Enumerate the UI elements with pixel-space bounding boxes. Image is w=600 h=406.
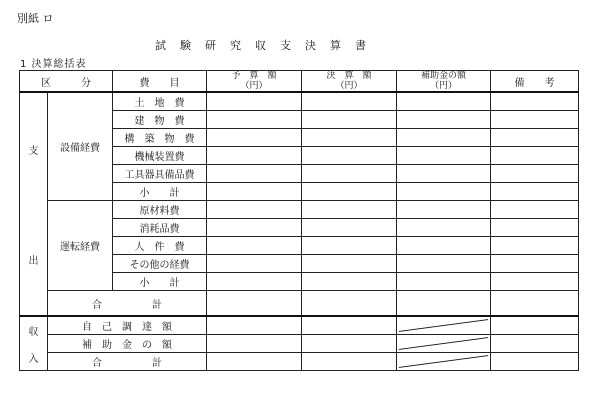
item-cell: 構 築 物 費 [113, 129, 207, 147]
subsidy-cell[interactable] [397, 291, 491, 317]
subsidy-cell[interactable] [397, 201, 491, 219]
settled-cell[interactable] [302, 219, 397, 237]
settled-cell[interactable] [302, 335, 397, 353]
item-cell: その他の経費 [113, 255, 207, 273]
remarks-cell[interactable] [491, 291, 579, 317]
revenue-item-label: 補 助 金 の 額 [48, 335, 207, 353]
settled-cell[interactable] [302, 255, 397, 273]
budget-cell[interactable] [207, 237, 302, 255]
budget-cell[interactable] [207, 353, 302, 371]
subsidy-cell[interactable] [397, 219, 491, 237]
budget-cell[interactable] [207, 291, 302, 317]
settlement-summary-table [19, 70, 579, 371]
subsidy-cell[interactable] [397, 273, 491, 291]
remarks-cell[interactable] [491, 111, 579, 129]
item-cell: 機械装置費 [113, 147, 207, 165]
table-row [20, 335, 579, 353]
subsidy-cell[interactable] [397, 111, 491, 129]
header-subsidy-unit: （円） [429, 81, 457, 91]
remarks-cell[interactable] [491, 255, 579, 273]
header-budget-unit: （円） [240, 81, 268, 91]
expenditure-total-label: 合 計 [48, 291, 207, 317]
section-heading: 1 決算総括表 [20, 59, 87, 70]
settled-cell[interactable] [302, 291, 397, 317]
item-cell: 人 件 費 [113, 237, 207, 255]
header-subsidy-label: 補助金の額 [420, 71, 466, 81]
header-subsidy [397, 71, 491, 93]
subsidy-cell[interactable] [397, 147, 491, 165]
settled-cell[interactable] [302, 237, 397, 255]
remarks-cell[interactable] [491, 183, 579, 201]
header-budget [207, 71, 302, 93]
settled-cell[interactable] [302, 92, 397, 111]
expenditure-label [20, 92, 48, 316]
remarks-cell[interactable] [491, 92, 579, 111]
remarks-cell[interactable] [491, 335, 579, 353]
budget-cell[interactable] [207, 165, 302, 183]
equipment-group-label: 設備経費 [48, 92, 113, 201]
remarks-cell[interactable] [491, 147, 579, 165]
expenditure-label-bottom: 出 [28, 255, 39, 267]
header-category: 区 分 [20, 71, 113, 93]
budget-cell[interactable] [207, 147, 302, 165]
revenue-total-label: 合 計 [48, 353, 207, 371]
subtotal-label: 小 計 [113, 183, 207, 201]
budget-cell[interactable] [207, 255, 302, 273]
operating-group-label: 運転経費 [48, 201, 113, 291]
subsidy-cell-crossed [397, 316, 491, 335]
subsidy-cell[interactable] [397, 165, 491, 183]
table-header-row [20, 71, 579, 93]
item-cell: 原材料費 [113, 201, 207, 219]
budget-cell[interactable] [207, 219, 302, 237]
table-row [20, 92, 579, 111]
table-row [20, 353, 579, 371]
item-cell: 工具器具備品費 [113, 165, 207, 183]
subsidy-cell[interactable] [397, 92, 491, 111]
revenue-label-bottom: 入 [28, 353, 39, 365]
settled-cell[interactable] [302, 183, 397, 201]
subtotal-label: 小 計 [113, 273, 207, 291]
header-settled-unit: （円） [335, 81, 363, 91]
budget-cell[interactable] [207, 316, 302, 335]
remarks-cell[interactable] [491, 273, 579, 291]
remarks-cell[interactable] [491, 316, 579, 335]
settled-cell[interactable] [302, 273, 397, 291]
settled-cell[interactable] [302, 129, 397, 147]
settled-cell[interactable] [302, 316, 397, 335]
table-row [20, 291, 579, 317]
remarks-cell[interactable] [491, 237, 579, 255]
settled-cell[interactable] [302, 201, 397, 219]
revenue-label [20, 316, 48, 371]
budget-cell[interactable] [207, 92, 302, 111]
revenue-label-top: 収 [28, 326, 39, 338]
settled-cell[interactable] [302, 111, 397, 129]
remarks-cell[interactable] [491, 165, 579, 183]
table-row [20, 201, 579, 219]
budget-cell[interactable] [207, 129, 302, 147]
budget-cell[interactable] [207, 201, 302, 219]
subsidy-cell[interactable] [397, 255, 491, 273]
header-budget-label: 予 算 額 [231, 71, 277, 81]
item-cell: 土 地 費 [113, 92, 207, 111]
subsidy-cell[interactable] [397, 237, 491, 255]
header-settled-label: 決 算 額 [326, 71, 372, 81]
document-title: 試験研究収支決算書 [155, 39, 380, 52]
subsidy-cell-crossed [397, 353, 491, 371]
item-cell: 消耗品費 [113, 219, 207, 237]
header-settled [302, 71, 397, 93]
revenue-item-label: 自 己 調 達 額 [48, 316, 207, 335]
remarks-cell[interactable] [491, 219, 579, 237]
settled-cell[interactable] [302, 147, 397, 165]
budget-cell[interactable] [207, 111, 302, 129]
subsidy-cell-crossed [397, 335, 491, 353]
subsidy-cell[interactable] [397, 129, 491, 147]
header-remarks: 備 考 [491, 71, 579, 93]
subsidy-cell[interactable] [397, 183, 491, 201]
budget-cell[interactable] [207, 183, 302, 201]
table-row [20, 316, 579, 335]
remarks-cell[interactable] [491, 353, 579, 371]
settled-cell[interactable] [302, 165, 397, 183]
remarks-cell[interactable] [491, 201, 579, 219]
budget-cell[interactable] [207, 335, 302, 353]
item-cell: 建 物 費 [113, 111, 207, 129]
header-item: 費 目 [113, 71, 207, 93]
settled-cell[interactable] [302, 353, 397, 371]
attachment-label: 別紙 ロ [17, 12, 54, 25]
budget-cell[interactable] [207, 273, 302, 291]
expenditure-label-top: 支 [28, 145, 39, 157]
remarks-cell[interactable] [491, 129, 579, 147]
